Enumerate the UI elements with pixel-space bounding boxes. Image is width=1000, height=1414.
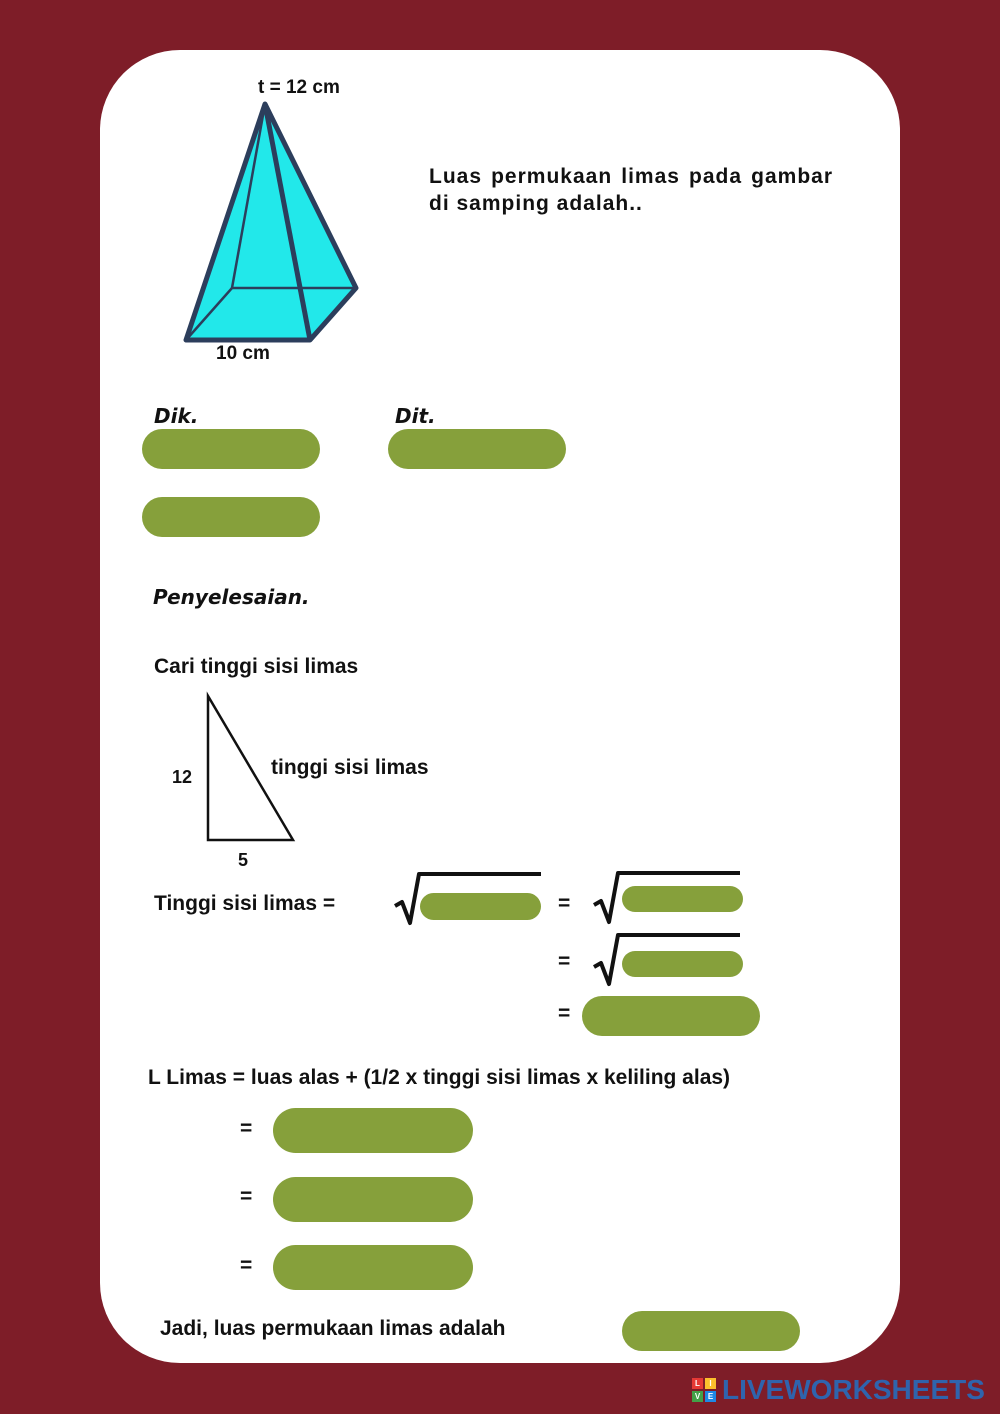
logo-letter: L [692, 1378, 703, 1389]
triangle-hyp-label: tinggi sisi limas [271, 756, 429, 779]
pyramid-height-label: t = 12 cm [258, 77, 340, 98]
equals-sign-5: = [240, 1185, 253, 1208]
logo-letter: E [705, 1391, 716, 1402]
area-step-2-field[interactable] [273, 1177, 473, 1222]
equals-sign-3: = [558, 1002, 571, 1025]
dit-label: Dit. [395, 404, 436, 428]
dik-answer-field-1[interactable] [142, 429, 320, 469]
question-text: Luas permukaan limas pada gambar di samping adalah.. [429, 165, 833, 215]
logo-text: LIVEWORKSHEETS [722, 1374, 985, 1405]
dik-answer-field-2[interactable] [142, 497, 320, 537]
pyramid-base-label: 10 cm [216, 343, 270, 364]
triangle-side-label: 12 [172, 767, 193, 787]
logo-letter: V [692, 1391, 703, 1402]
find-height-heading: Cari tinggi sisi limas [154, 655, 359, 678]
equals-sign-4: = [240, 1117, 253, 1140]
equals-sign-6: = [240, 1254, 253, 1277]
dit-answer-field[interactable] [388, 429, 566, 469]
pyramid-diagram [170, 90, 370, 350]
sqrt-input-3[interactable] [622, 951, 743, 977]
solution-heading: Penyelesaian. [153, 585, 310, 609]
area-step-3-field[interactable] [273, 1245, 473, 1290]
final-answer-field[interactable] [622, 1311, 800, 1351]
slant-height-result[interactable] [582, 996, 760, 1036]
liveworksheets-logo [692, 1375, 985, 1405]
logo-letter: I [705, 1378, 716, 1389]
sqrt-input-1[interactable] [420, 893, 541, 920]
slant-height-label: Tinggi sisi limas = [154, 892, 336, 915]
equals-sign-1: = [558, 892, 571, 915]
equals-sign-2: = [558, 950, 571, 973]
surface-area-formula: L Limas = luas alas + (1/2 x tinggi sisi limas x keliling alas) [148, 1066, 731, 1089]
logo-grid-icon [692, 1378, 716, 1402]
conclusion-text: Jadi, luas permukaan limas adalah [160, 1317, 506, 1340]
sqrt-input-2[interactable] [622, 886, 743, 912]
dik-label: Dik. [154, 404, 199, 428]
triangle-base-label: 5 [238, 850, 249, 870]
area-step-1-field[interactable] [273, 1108, 473, 1153]
